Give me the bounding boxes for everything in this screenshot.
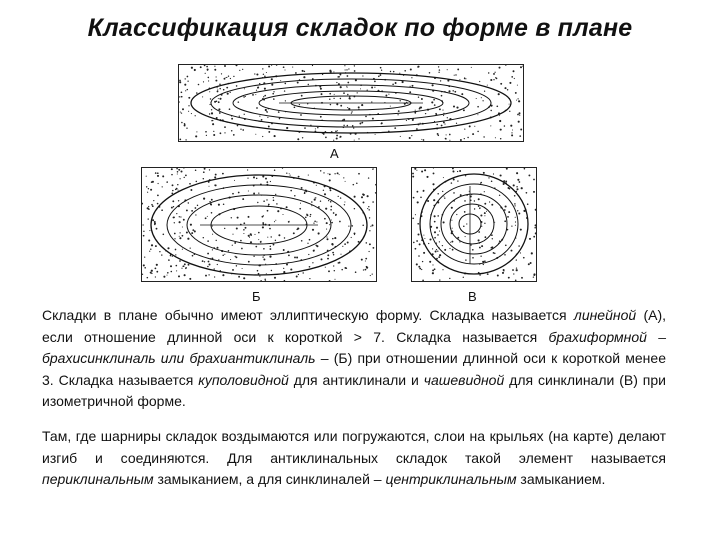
term-centriclinal: центриклинальным xyxy=(385,471,517,487)
text-span: замыканием. xyxy=(516,471,606,487)
fold-outline-4 xyxy=(450,204,494,244)
term-basin: чашевидной xyxy=(423,371,505,388)
figure-v-label: В xyxy=(468,289,477,304)
figure-a-label: А xyxy=(330,146,339,161)
linear-fold-drawing xyxy=(179,65,523,141)
text-span: Там, где шарниры складок воздымаются или погружаются, слои на крыльях (на карте) делают изгиб и соединяются. Для антиклинальных складок такой элемент называется xyxy=(42,428,666,466)
figure-dome-fold xyxy=(411,167,537,282)
figure-linear-fold xyxy=(178,64,524,142)
figure-b-label: Б xyxy=(252,289,261,304)
page-title: Классификация складок по форме в плане xyxy=(87,14,633,42)
paragraph-fold-closures xyxy=(42,426,666,491)
term-periclinal: периклинальным xyxy=(42,471,154,487)
brachy-fold-drawing xyxy=(142,168,376,281)
term-dome: куполовидной xyxy=(198,371,289,388)
term-linear: линейной xyxy=(573,307,637,323)
text-span: Складки в плане обычно имеют эллиптическую форму. Складка называется xyxy=(42,307,574,323)
term-brachyform: брахиформной – брахисинклиналь или брахиантиклиналь xyxy=(42,328,666,366)
text-span: замыканием, а для синклиналей – xyxy=(153,471,386,487)
paragraph-fold-shapes xyxy=(42,305,666,413)
text-span: – (Б) при отношении длинной оси к короткой менее 3. Складка называется xyxy=(42,350,666,388)
fold-outline-3 xyxy=(441,194,507,254)
figure-brachy-fold xyxy=(141,167,377,282)
fold-outline-2 xyxy=(430,184,518,264)
dome-fold-drawing xyxy=(412,168,536,281)
text-span: для синклинали (В) при изометричной форме. xyxy=(42,371,666,409)
text-span: для антиклинали и xyxy=(288,371,424,388)
text-span: (А), если отношение длинной оси к короткой > 7. Складка называется xyxy=(42,307,666,345)
fold-outline-outer xyxy=(420,174,528,274)
